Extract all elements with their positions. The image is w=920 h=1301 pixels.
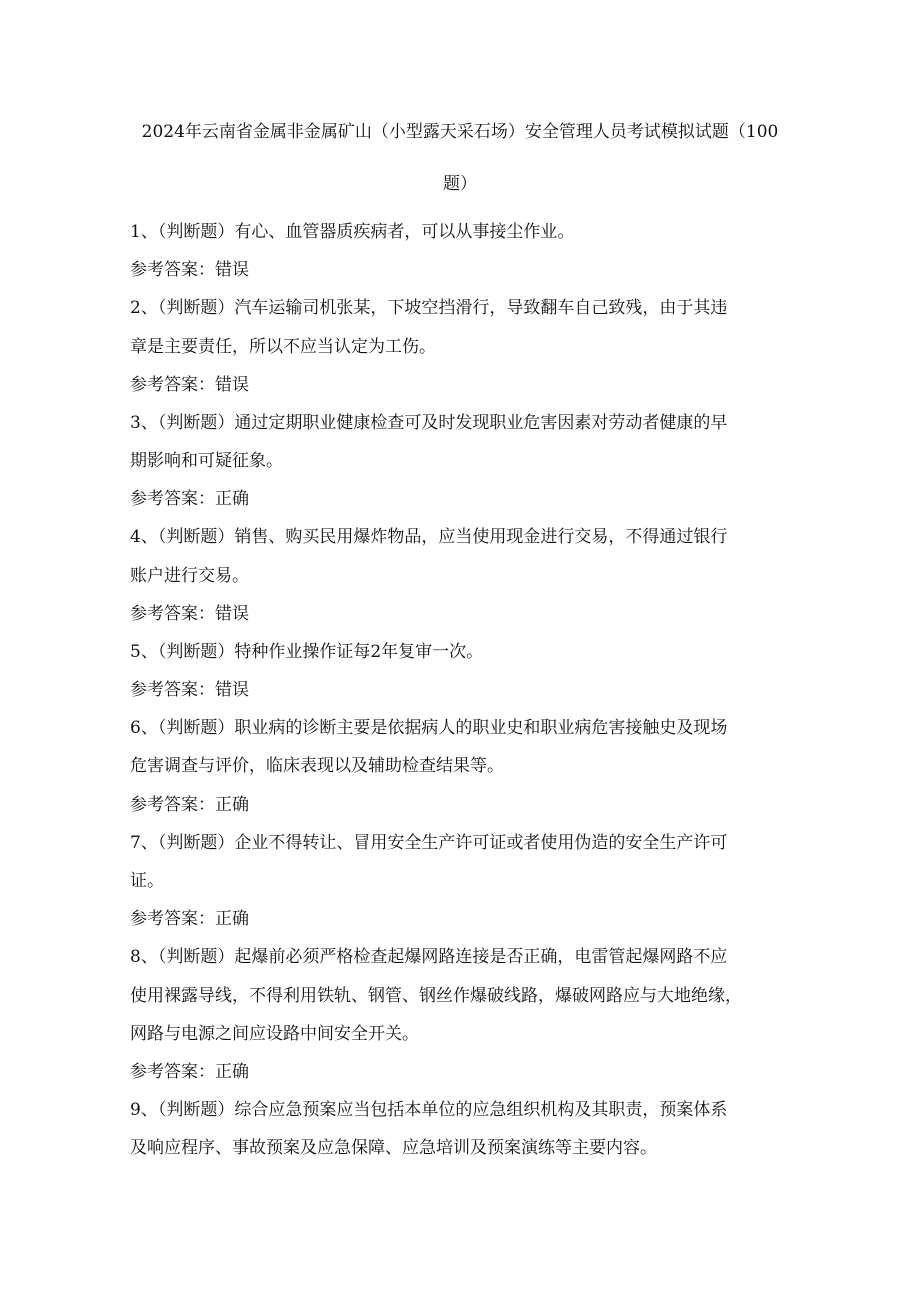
question-9-line-1: 9、（判断题）综合应急预案应当包括本单位的应急组织机构及其职责，预案体系 (130, 1100, 728, 1120)
question-6-answer: 参考答案：正确 (130, 795, 249, 815)
question-5-answer: 参考答案：错误 (130, 680, 249, 700)
question-6-line-1: 6、（判断题）职业病的诊断主要是依据病人的职业史和职业病危害接触史及现场 (130, 718, 728, 738)
question-8-line-2: 使用裸露导线，不得利用铁轨、钢管、钢丝作爆破线路，爆破网路应与大地绝缘， (130, 986, 742, 1006)
question-6-line-2: 危害调查与评价，临床表现以及辅助检查结果等。 (130, 756, 504, 776)
document-title-line-2: 题） (443, 174, 477, 194)
question-7-line-2: 证。 (130, 871, 164, 891)
question-1-line-1: 1、（判断题）有心、血管器质疾病者，可以从事接尘作业。 (130, 222, 575, 242)
question-4-line-2: 账户进行交易。 (130, 566, 249, 586)
question-4-answer: 参考答案：错误 (130, 604, 249, 624)
question-8-line-1: 8、（判断题）起爆前必须严格检查起爆网路连接是否正确，电雷管起爆网路不应 (130, 947, 728, 967)
question-3-line-2: 期影响和可疑征象。 (130, 451, 283, 471)
question-4-line-1: 4、（判断题）销售、购买民用爆炸物品，应当使用现金进行交易，不得通过银行 (130, 527, 728, 547)
question-7-answer: 参考答案：正确 (130, 909, 249, 929)
question-3-answer: 参考答案：正确 (130, 489, 249, 509)
question-9-line-2: 及响应程序、事故预案及应急保障、应急培训及预案演练等主要内容。 (130, 1138, 657, 1158)
question-7-line-1: 7、（判断题）企业不得转让、冒用安全生产许可证或者使用伪造的安全生产许可 (130, 833, 728, 853)
question-1-answer: 参考答案：错误 (130, 260, 249, 280)
question-2-line-1: 2、（判断题）汽车运输司机张某，下坡空挡滑行，导致翻车自己致残，由于其违 (130, 298, 728, 318)
question-2-answer: 参考答案：错误 (130, 375, 249, 395)
question-8-answer: 参考答案：正确 (130, 1062, 249, 1082)
question-5-line-1: 5、（判断题）特种作业操作证每2年复审一次。 (130, 642, 484, 662)
question-3-line-1: 3、（判断题）通过定期职业健康检查可及时发现职业危害因素对劳动者健康的早 (130, 413, 728, 433)
question-2-line-2: 章是主要责任，所以不应当认定为工伤。 (130, 337, 436, 357)
question-8-line-3: 网路与电源之间应设路中间安全开关。 (130, 1024, 419, 1044)
document-title-line-1: 2024年云南省金属非金属矿山（小型露天采石场）安全管理人员考试模拟试题（100 (141, 122, 779, 142)
